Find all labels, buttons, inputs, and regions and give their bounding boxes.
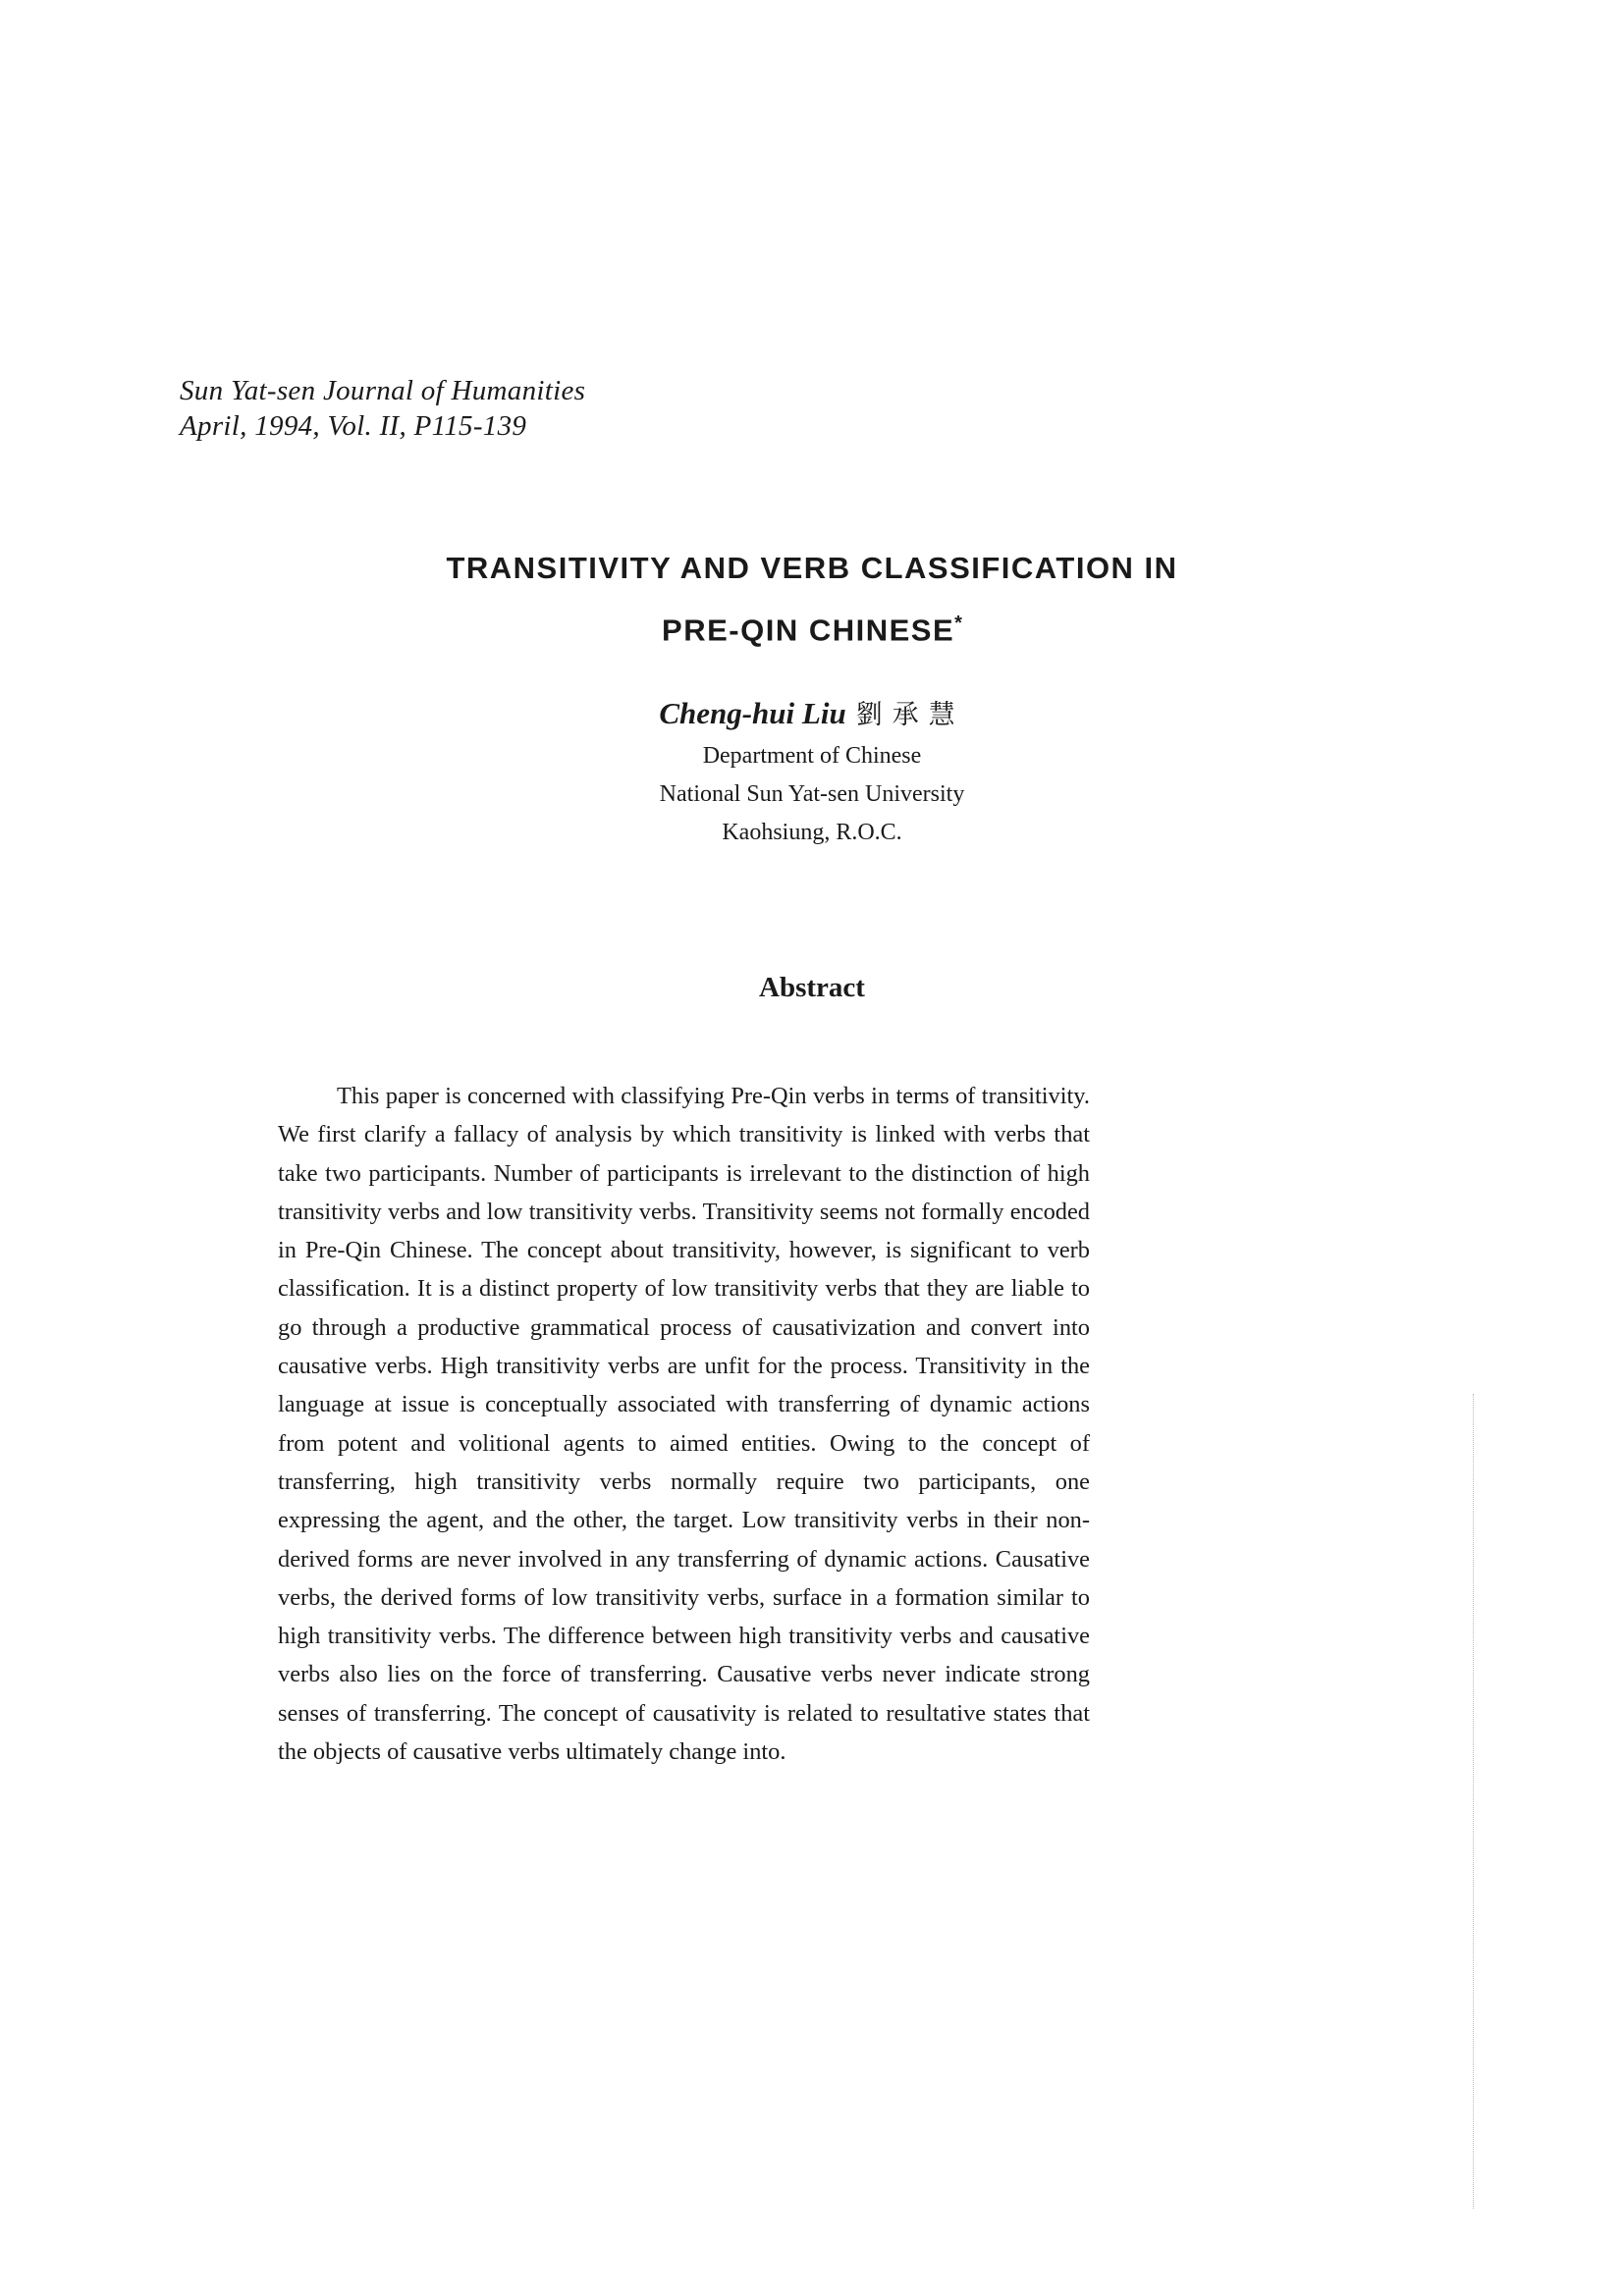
abstract-heading: Abstract: [759, 972, 865, 1003]
author-line: [295, 692, 1329, 737]
title-footnote-mark: *: [954, 613, 962, 634]
author-name: Cheng-hui Liu: [659, 696, 846, 730]
author-block: [295, 692, 1329, 852]
title-line-2-wrap: [196, 596, 1428, 658]
paper-title: [196, 540, 1428, 658]
journal-issue: April, 1994, Vol. II, P115-139: [180, 410, 527, 442]
journal-citation: [180, 373, 585, 444]
journal-name: Sun Yat-sen Journal of Humanities: [180, 375, 586, 406]
author-department: Department of Chinese: [702, 743, 922, 769]
abstract-paragraph: This paper is concerned with classifying Pre-Qin verbs in terms of transitivity. We first clarify a fallacy of analysis by which transitivity is linked with verbs that take two participants. Number of participants is irrelevant to the distinction of high transitivity verbs and low transitivity verbs. Transitivity seems not formally encoded in Pre-Qin Chinese. The concept about transitivity, however, is significant to verb classification. It is a distinct property of low transitivity verbs that they are liable to go through a productive grammatical process of causativization and convert into causative verbs. High transitivity verbs are unfit for the process. Transitivity in the language at issue is conceptually associated with transferring of dynamic actions from potent and volitional agents to aimed entities. Owing to the concept of transferring, high transitivity verbs normally require two participants, one expressing the agent, and the other, the target. Low transitivity verbs in their non-derived forms are never involved in any transferring of dynamic actions. Causative verbs, the derived forms of low transitivity verbs, surface in a formation similar to high transitivity verbs. The difference between high transitivity verbs and causative verbs also lies on the force of transferring. Causative verbs never indicate strong senses of transferring. The concept of causativity is related to resultative states that the objects of causative verbs ultimately change into.: [278, 1083, 1090, 1766]
title-line-1: TRANSITIVITY AND VERB CLASSIFICATION IN: [446, 551, 1178, 585]
author-location: Kaohsiung, R.O.C.: [722, 820, 902, 845]
author-university: National Sun Yat-sen University: [659, 781, 965, 807]
abstract-body: [278, 1077, 1090, 1771]
scan-edge-line: [1473, 1394, 1474, 2209]
title-line-2: PRE-QIN CHINESE: [662, 613, 955, 648]
author-name-chinese: 劉承慧: [855, 700, 965, 730]
